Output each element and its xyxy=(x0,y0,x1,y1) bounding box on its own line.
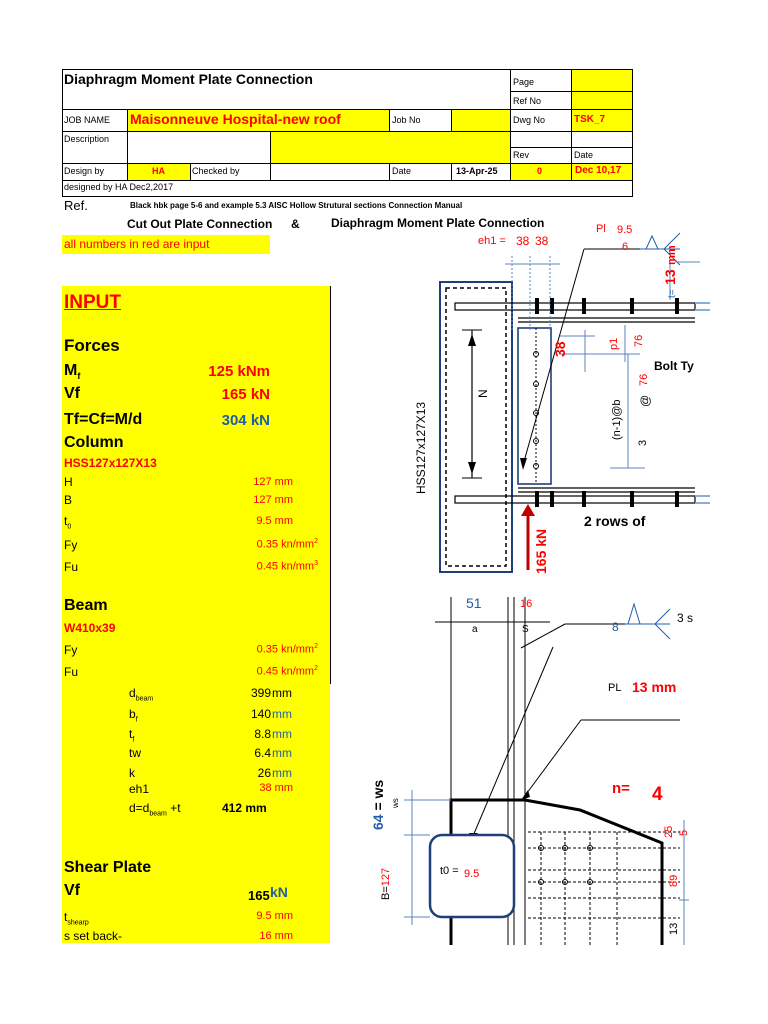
col-b-value[interactable]: 127 mm xyxy=(253,494,293,506)
tf-label: Tf=Cf=M/d xyxy=(64,411,143,428)
shear-plate-heading: Shear Plate xyxy=(64,859,152,876)
prop-eh1-value[interactable]: 38 mm xyxy=(259,782,293,794)
col-fu-label: Fu xyxy=(64,560,79,574)
three-count: 3 xyxy=(637,439,649,446)
designed-by-note: designed by HA Dec2,2017 xyxy=(64,182,174,192)
col-h-label: H xyxy=(64,475,73,489)
prop-eh1-label: eh1 xyxy=(129,782,150,796)
page-label: Page xyxy=(513,77,535,87)
mf-value[interactable]: 125 kNm xyxy=(208,363,270,380)
prop-k-value: 26 xyxy=(257,766,271,780)
dim-5: 5 xyxy=(678,829,690,836)
t-unit: mm xyxy=(666,245,678,265)
dim-38: 38 xyxy=(552,341,568,357)
vf-value[interactable]: 165 kN xyxy=(221,386,270,403)
d-total-label: $d=d_{beam} +t$ xyxy=(129,801,181,818)
date-value: 13-Apr-25 xyxy=(456,166,498,176)
t-label: t= xyxy=(667,289,678,298)
setback-value[interactable]: 16 mm xyxy=(259,930,293,942)
t-value: 13 xyxy=(662,269,678,285)
input-heading: INPUT xyxy=(64,292,121,313)
t0-label: t0 = xyxy=(440,865,459,877)
prop-bf-value: 140 xyxy=(250,707,271,721)
rows-of-bolts-label: 2 rows of xyxy=(584,513,646,529)
col-t0-label: $t_0$ xyxy=(64,514,72,531)
at-symbol: @ xyxy=(638,394,652,407)
dim-25: 25 xyxy=(663,825,675,838)
col-b-label: B xyxy=(64,493,73,507)
design-by-label: Design by xyxy=(64,166,105,176)
col-fy-label: Fy xyxy=(64,538,78,552)
t0-value: 9.5 xyxy=(464,868,480,880)
subtitle-cut-out: Cut Out Plate Connection xyxy=(127,217,273,231)
ws-dimension xyxy=(370,780,386,830)
pl-bottom-value: 13 mm xyxy=(632,679,677,695)
eh1-value-b: 38 xyxy=(535,234,549,248)
ws-value: 64 xyxy=(370,814,386,830)
col-fy-value[interactable]: 0.35 $kn/mm^2$ xyxy=(256,538,318,551)
spacing-76: 76 xyxy=(638,373,650,386)
eh1-value-a: 38 xyxy=(516,234,530,248)
prop-tw-value: 6.4 xyxy=(254,746,271,760)
forces-heading: Forces xyxy=(64,336,120,355)
prop-k-label: k xyxy=(129,766,135,780)
b-value: 127 xyxy=(380,867,392,887)
n-value: 4 xyxy=(652,784,663,805)
prop-dbeam-label: $d_{beam}$ xyxy=(129,686,154,703)
pl-value: 9.5 xyxy=(617,224,633,236)
date-label-right: Date xyxy=(574,150,594,160)
beam-fy-label: Fy xyxy=(64,643,78,657)
vf-label: Vf xyxy=(64,385,80,402)
tshearp-label: $t_{shearp}$ xyxy=(64,910,89,927)
shear-vf-value: 165 xyxy=(248,888,270,903)
weld-size-6: 6 xyxy=(622,241,629,253)
d-total-value: 412 mm xyxy=(222,801,267,815)
p1-label: p1 xyxy=(608,337,620,350)
design-by-value: HA xyxy=(152,166,165,176)
dim-89: 89 xyxy=(668,874,680,887)
prop-tf-label: $t_f$ xyxy=(129,727,135,744)
dim-13: 13 xyxy=(668,922,680,935)
weld-size-8: 8 xyxy=(612,620,619,634)
dim-s-value: 16 xyxy=(520,598,533,610)
shear-force-label: 165 kN xyxy=(533,528,549,574)
prop-tf-unit: mm xyxy=(272,727,292,741)
job-name-label: JOB NAME xyxy=(64,115,111,125)
rev-value: 0 xyxy=(537,166,543,176)
dwg-no-value: TSK_7 xyxy=(574,114,606,125)
checked-by-label: Checked by xyxy=(192,166,240,176)
prop-dbeam-unit: mm xyxy=(272,686,292,700)
prop-tw-unit: mm xyxy=(272,746,292,760)
ws-small-label: ws xyxy=(391,798,400,808)
col-h-value[interactable]: 127 mm xyxy=(253,476,293,488)
column-heading: Column xyxy=(64,434,124,451)
page-title: Diaphragm Moment Plate Connection xyxy=(64,71,313,87)
eh1-label: eh1 = xyxy=(478,235,506,247)
mf-label: $M_f$ xyxy=(64,362,81,382)
prop-tw-label: tw xyxy=(129,746,141,760)
beam-fy-value[interactable]: 0.35 $kn/mm^2$ xyxy=(256,643,318,656)
beam-heading: Beam xyxy=(64,597,108,614)
hss-section-label: HSS127x127X13 xyxy=(414,401,428,494)
rev-date-value: Dec 10,17 xyxy=(575,165,622,176)
b-label: B= xyxy=(380,886,392,900)
dim-a-value: 51 xyxy=(466,595,482,611)
pl-bottom-label: PL xyxy=(608,682,622,694)
weld-3s: 3 s xyxy=(677,611,694,625)
tf-value: 304 kN xyxy=(221,412,270,429)
date-label: Date xyxy=(392,166,412,176)
beam-section[interactable]: W410x39 xyxy=(64,621,116,635)
col-t0-value[interactable]: 9.5 mm xyxy=(256,515,293,527)
col-fu-value[interactable]: 0.45 $kn/mm^3$ xyxy=(256,560,318,573)
n-label: n= xyxy=(612,780,630,797)
description-label: Description xyxy=(64,134,110,144)
ws-label: = ws xyxy=(370,779,386,811)
subtitle-ampersand: & xyxy=(291,217,300,231)
ref-text: Black hbk page 5-6 and example 5.3 AISC Hollow Strutural sections Connection Manual xyxy=(130,201,463,210)
n-minus-1-at-b: (n-1)@b xyxy=(611,399,623,440)
prop-bf-label: $b_f$ xyxy=(129,707,138,724)
job-no-label: Job No xyxy=(392,115,421,125)
n-dimension-label: N xyxy=(476,389,490,398)
ref-no-label: Ref No xyxy=(513,96,542,106)
dim-a-label: a xyxy=(472,624,478,635)
prop-k-unit: mm xyxy=(272,766,292,780)
rev-label: Rev xyxy=(513,150,530,160)
dim-s-label: S xyxy=(522,624,529,635)
b-dimension xyxy=(380,868,392,900)
prop-dbeam-value: 399 xyxy=(250,686,271,700)
ref-label: Ref. xyxy=(64,198,88,213)
shear-vf-label: Vf xyxy=(64,882,80,899)
beam-fu-label: Fu xyxy=(64,665,79,679)
setback-label: s set back- xyxy=(64,929,123,943)
bolt-type-label: Bolt Ty xyxy=(654,359,694,373)
beam-fu-value[interactable]: 0.45 $kn/mm^2$ xyxy=(256,665,318,678)
p1-value: 76 xyxy=(633,334,645,347)
input-note: all numbers in red are input xyxy=(64,237,210,251)
tshearp-value[interactable]: 9.5 mm xyxy=(256,910,293,922)
dwg-no-label: Dwg No xyxy=(513,115,546,125)
prop-bf-unit: mm xyxy=(272,707,292,721)
pl-label: Pl xyxy=(596,223,606,235)
job-name-value: Maisonneuve Hospital-new roof xyxy=(130,111,341,127)
subtitle-diaphragm: Diaphragm Moment Plate Connection xyxy=(331,216,545,230)
column-section[interactable]: HSS127x127X13 xyxy=(64,456,157,470)
shear-vf-unit: kN xyxy=(270,884,288,900)
prop-tf-value: 8.8 xyxy=(254,727,271,741)
